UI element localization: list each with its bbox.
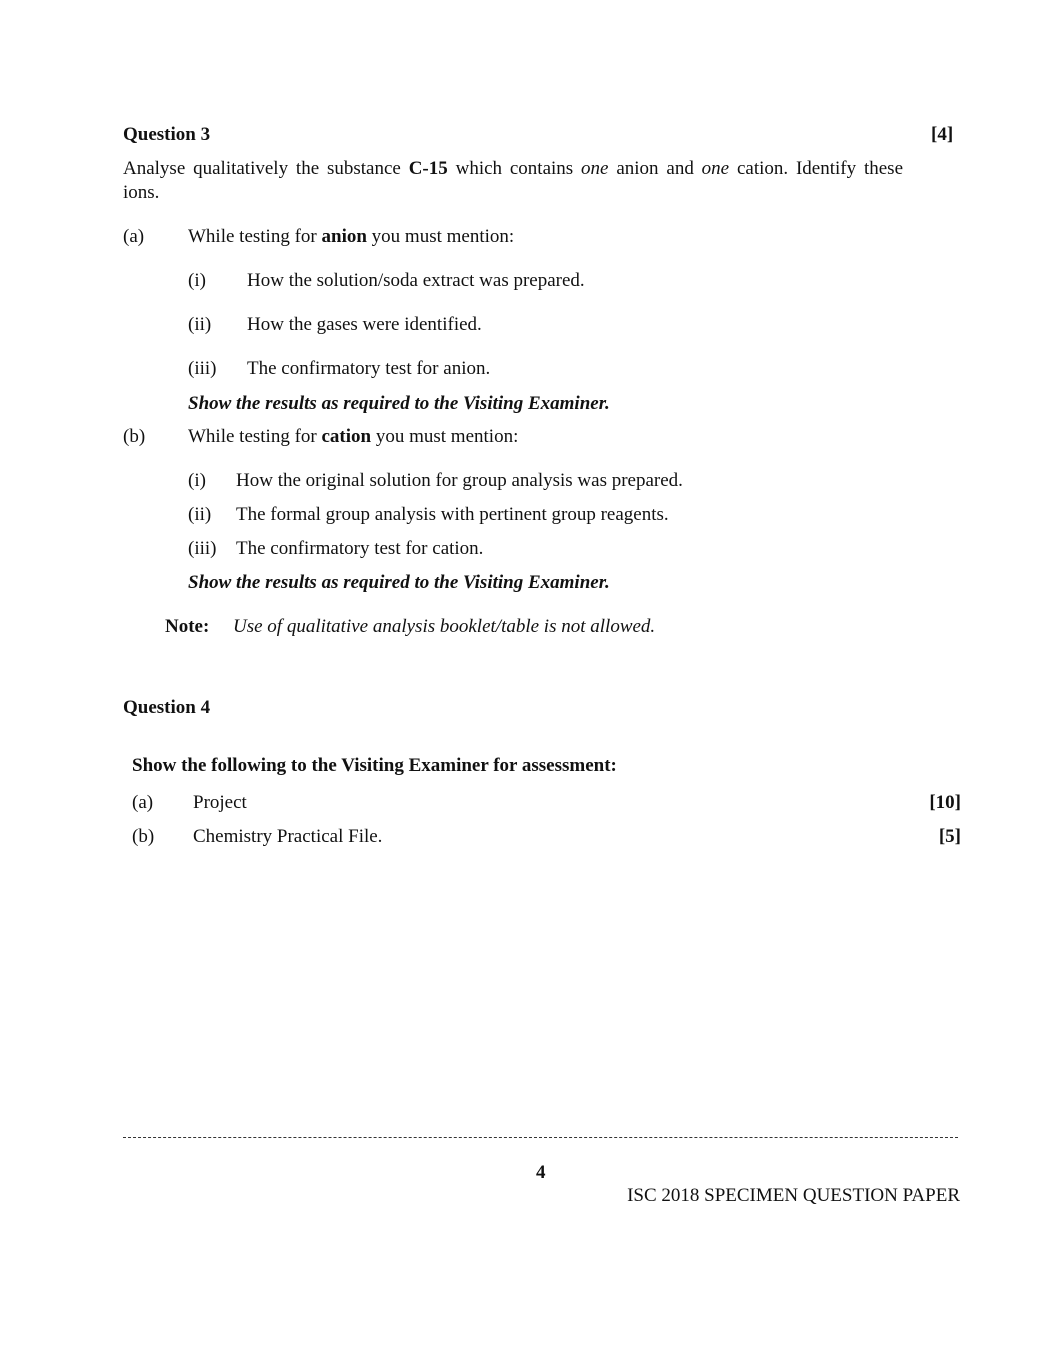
q3-marks: [4]: [931, 124, 954, 145]
q4-title: Question 4: [123, 697, 211, 718]
q4-item-text: Chemistry Practical File.: [193, 826, 383, 847]
q3-b-lead: While testing for cation you must mention:: [188, 426, 519, 447]
q3-intro: Analyse qualitatively the substance C-15 which contains one anion and one cation. Identify these ions.: [123, 158, 903, 203]
q4-item-label: (b): [132, 826, 155, 847]
q3-title: Question 3: [123, 124, 211, 145]
q3-a-show: Show the results as required to the Visiting Examiner.: [188, 393, 610, 414]
q4-item-label: (a): [132, 792, 154, 813]
q3-b-item-num: (iii): [188, 538, 217, 559]
q3-a-item-num: (i): [188, 270, 206, 291]
q4-instruction: Show the following to the Visiting Examiner for assessment:: [132, 755, 617, 776]
substance-code: C-15: [408, 158, 448, 179]
paper-title: ISC 2018 SPECIMEN QUESTION PAPER: [627, 1185, 960, 1206]
footer-dashed-rule: [123, 1137, 958, 1138]
q3-b-item-text: The formal group analysis with pertinent group reagents.: [236, 504, 669, 525]
q3-b-label: (b): [123, 426, 146, 447]
q3-a-lead: While testing for anion you must mention:: [188, 226, 515, 247]
note-text: Use of qualitative analysis booklet/table is not allowed.: [233, 616, 656, 637]
note-label: Note:: [165, 616, 210, 637]
q3-b-item-num: (ii): [188, 504, 212, 525]
q3-a-item-text: How the solution/soda extract was prepared.: [247, 270, 585, 291]
q3-a-item-num: (iii): [188, 358, 217, 379]
q3-b-item-text: How the original solution for group analysis was prepared.: [236, 470, 683, 491]
q3-a-item-text: The confirmatory test for anion.: [247, 358, 491, 379]
page-number: 4: [536, 1162, 546, 1183]
q3-b-show: Show the results as required to the Visiting Examiner.: [188, 572, 610, 593]
q3-a-item-num: (ii): [188, 314, 212, 335]
q3-a-label: (a): [123, 226, 145, 247]
q3-b-item-text: The confirmatory test for cation.: [236, 538, 484, 559]
q3-b-item-num: (i): [188, 470, 206, 491]
q3-a-item-text: How the gases were identified.: [247, 314, 482, 335]
q4-item-text: Project: [193, 792, 247, 813]
q4-item-marks: [10]: [929, 792, 961, 813]
q4-item-marks: [5]: [938, 826, 961, 847]
